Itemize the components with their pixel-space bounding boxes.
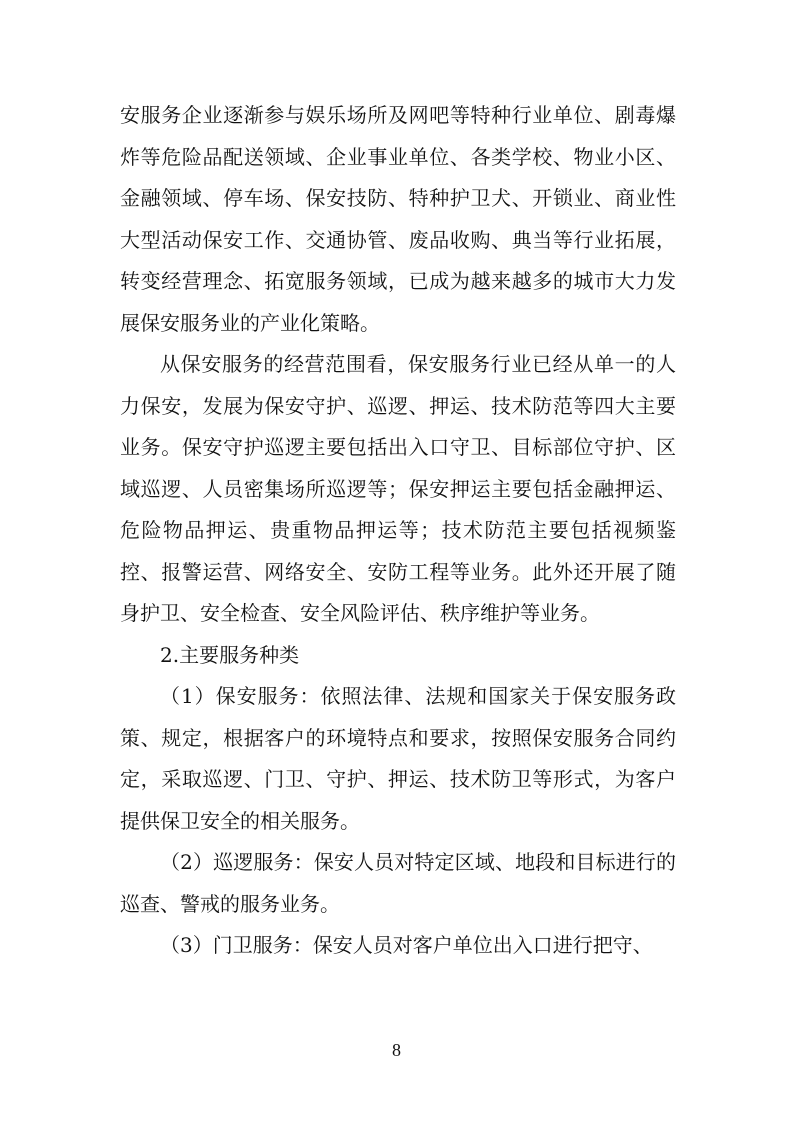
paragraph-gate-service: （3）门卫服务：保安人员对客户单位出入口进行把守、 [160, 933, 653, 957]
page-number: 8 [392, 1040, 401, 1060]
section-heading-service-types: 2.主要服务种类 [160, 642, 300, 667]
document-body [120, 95, 676, 967]
paragraph-continuation: 安服务企业逐渐参与娱乐场所及网吧等特种行业单位、剧毒爆炸等危险品配送领域、企业事业单位、各类学校、物业小区、金融领域、停车场、保安技防、特种护卫犬、开锁业、商业性大型活动保安工作、交通协管、废品收购、典当等行业拓展，转变经营理念、拓宽服务领域，已成为越来越多的城市大力发展保安服务业的产业化策略。 [120, 103, 676, 335]
paragraph-security-service: （1）保安服务：依照法律、法规和国家关于保安服务政策、规定，根据客户的环境特点和要求，按照保安服务合同约定，采取巡逻、门卫、守护、押运、技术防卫等形式，为客户提供保卫安全的相关服务。 [120, 684, 676, 833]
paragraph-patrol-service: （2）巡逻服务：保安人员对特定区域、地段和目标进行的巡查、警戒的服务业务。 [120, 850, 676, 916]
paragraph-business-scope: 从保安服务的经营范围看，保安服务行业已经从单一的人力保安，发展为保安守护、巡逻、押运、技术防范等四大主要业务。保安守护巡逻主要包括出入口守卫、目标部位守护、区域巡逻、人员密集场所巡逻等；保安押运主要包括金融押运、危险物品押运、贵重物品押运等；技术防范主要包括视频鉴控、报警运营、网络安全、安防工程等业务。此外还开展了随身护卫、安全检查、安全风险评估、秩序维护等业务。 [120, 352, 676, 625]
